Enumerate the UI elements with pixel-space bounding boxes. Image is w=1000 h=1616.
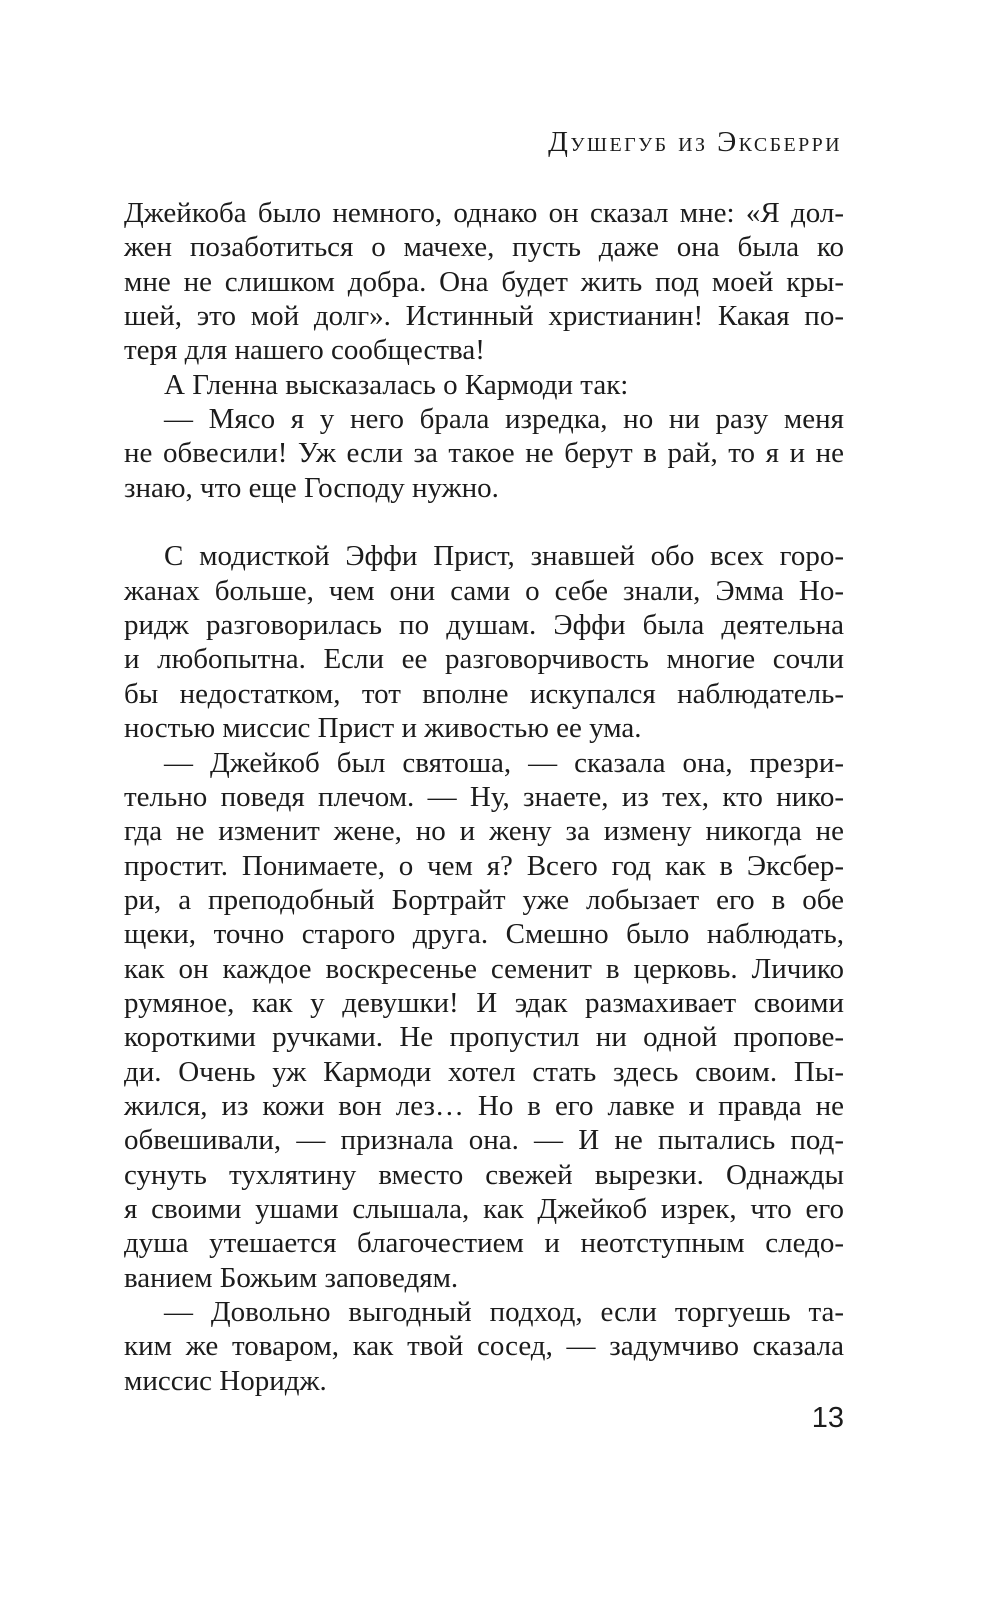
text-line: А Гленна высказалась о Кармоди так: <box>164 368 629 401</box>
text-line: ри, а преподобный Бортрайт уже лобызает его в обе <box>124 883 844 916</box>
text-line: гда не изменит жене, но и жену за измену никогда не <box>124 815 844 848</box>
text-line: как он каждое воскресенье семенит в церковь. Личико <box>124 952 844 985</box>
text-line: обвешивали, — признала она. — И не пытались под- <box>124 1124 844 1157</box>
text-line: бы недостатком, тот вполне искупался наблюдатель- <box>124 677 844 710</box>
text-line: — Довольно выгодный подход, если торгуешь та- <box>164 1296 844 1328</box>
text-line: миссис Норидж. <box>124 1364 327 1397</box>
text-line: — Джейкоб был святоша, — сказала она, презри- <box>164 746 844 779</box>
text-line: ванием Божьим заповедям. <box>124 1261 459 1294</box>
body-text <box>124 196 844 1398</box>
text-line: короткими ручками. Не пропустил ни одной пропове- <box>124 1021 844 1054</box>
text-line: щеки, точно старого друга. Смешно было наблюдать, <box>124 918 844 951</box>
text-line: я своими ушами слышала, как Джейкоб изрек, что его <box>124 1192 844 1225</box>
text-line: ностью миссис Прист и живостью ее ума. <box>124 712 642 745</box>
text-line: румяное, как у девушки! И эдак размахивает своими <box>124 986 844 1019</box>
text-line: жился, из кожи вон лез… Но в его лавке и правда не <box>124 1089 844 1122</box>
text-line: знаю, что еще Господу нужно. <box>124 471 499 504</box>
text-line: мне не слишком добра. Она будет жить под моей кры- <box>124 265 844 298</box>
text-line: теря для нашего сообщества! <box>124 334 485 367</box>
text-line: сунуть тухлятину вместо свежей вырезки. Однажды <box>124 1158 844 1191</box>
text-line: С модисткой Эффи Прист, знавшей обо всех горо- <box>164 540 844 573</box>
text-line: ди. Очень уж Кармоди хотел стать здесь своим. Пы- <box>124 1055 844 1088</box>
section-break <box>124 505 844 539</box>
text-line: шей, это мой долг». Истинный христианин! Какая по- <box>124 300 844 333</box>
running-title: Душегуб из Эксберри <box>548 126 842 158</box>
text-line: не обвесили! Уж если за такое не берут в рай, то я и не <box>124 437 844 470</box>
text-line: жен позаботиться о мачехе, пусть даже она была ко <box>124 231 844 264</box>
text-line: жанах больше, чем они сами о себе знали, Эмма Но- <box>124 574 844 607</box>
text-line: ким же товаром, как твой сосед, — задумчиво сказала <box>124 1330 844 1363</box>
text-line: — Мясо я у него брала изредка, но ни разу меня <box>164 403 844 436</box>
text-line: Джейкоба было немного, однако он сказал мне: «Я дол- <box>124 197 844 229</box>
text-line: душа утешается благочестием и неотступным следо- <box>124 1227 844 1260</box>
page-number: 13 <box>811 1402 844 1434</box>
text-line: и любопытна. Если ее разговорчивость многие сочли <box>124 643 844 676</box>
text-line: простит. Понимаете, о чем я? Всего год как в Эксбер- <box>124 849 844 882</box>
text-line: тельно поведя плечом. — Ну, знаете, из тех, кто нико- <box>124 780 844 813</box>
text-line: ридж разговорилась по душам. Эффи была деятельна <box>124 609 844 642</box>
